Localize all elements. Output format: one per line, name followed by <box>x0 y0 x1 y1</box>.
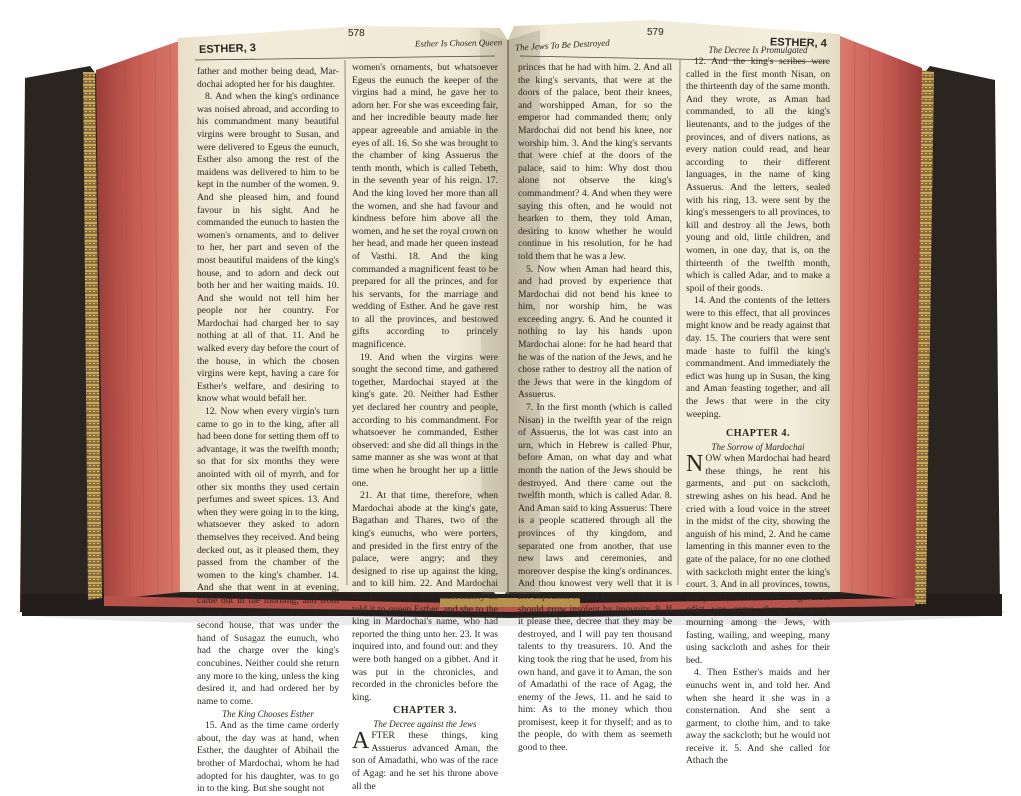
section-subhead: The Sorrow of Mardochai <box>711 442 805 453</box>
verse-block: 12. And the king's scribes were called in the first month Nisan, on the thirteenth day of the same month. And they wrote, as Aman had commanded, to all the king's lieutenants, and to the judges of the provinces, and of divers nations, as every nation could read, and hear according to their different languages, in the name of king Assuerus. And the letters, sealed with his ring, 13. were sent by the king's messengers to all provinces, to kill and destroy all the Jews, both young and old, little children, and women, in one day, that is, on the thirteenth of the twelfth month, which is called Adar, and to make a spoil of their goods. <box>686 56 830 294</box>
verse-block: 19. And when the virgins were sought the second time, and gathered together, Mardochai stayed at the king's gate. 20. Neither had Esther yet declared her country and people, according to his commandment. For whatsoever he commanded, Esther observed: and she did all things in the same manner as she was wont at that time when he brought her up a little one. <box>352 351 498 489</box>
verse-block: 4. Then Esther's maids and her eunuchs went in, and told her. And when she heard it she was in a consternation. And she sent a garment, to clothe him, and to take away the sackcloth; but he would not receive it. 5. And she called for Athach the <box>686 667 830 767</box>
verse-block: 5. Now when Aman had heard this, and had proved by experience that Mardochai did not bend his knee to him, nor worship him, he was exceeding angry. 6. And he counted it nothing to lay his hands upon Mardochai alone: for he had heard that he was of the nation of the Jews, and he chose rather to destroy all the nation of the Jews that were in the kingdom of Assuerus. <box>518 263 672 401</box>
verse-block: 15. And as the time came orderly about, the day was at hand, when Esther, the daughter of Abihail the brother of Mardochai, whom he had adopted for his daughter, was to go in to the king. But she sought not <box>197 720 339 795</box>
left-page-number: 578 <box>348 28 365 39</box>
left-page-column-2 <box>352 62 498 792</box>
left-page-column-1 <box>197 66 339 795</box>
left-running-head: ESTHER, 3 <box>198 42 257 56</box>
verse-block: 21. At that time, therefore, when Mardochai abode at the king's gate, Bagathan and Thares, two of the king's eunuchs, who were porters, and presided in the first entry of the palace, were angry; and they designed to rise up against the king, and to kill him. 22. And Mardochai had notice of it, and immediately he told it to queen Esther, and she to the king in Mardochai's name, who had reported the thing unto her. 23. It was inquired into, and found out: and they were both hanged on a gibbet. And it was put in the chronicles, and recorded in the chronicles before the king. <box>352 490 498 703</box>
section-subhead: The King Chooses Esther <box>222 709 314 720</box>
verse-block: NOW when Mardochai had heard these things, he rent his garments, and put on sackcloth, strewing ashes on his head. And he cried with a loud voice in the street in the midst of the city, showing the anguish of his mind, 2. And he came lamenting in this manner even to the gate of the palace, for no one clothed with sackcloth might enter the king's court. 3. And in all provinces, towns, and places, to which the king's cruel edict was come, there was great mourning among the Jews, with fasting, wailing, and weeping, many using sackcloth and ashes for their bed. <box>686 451 830 666</box>
verse-block: 8. And when the king's ordinance was noised abroad, and according to his commandment many beautiful virgins were brought to Susan, and were delivered to Egeus the eunuch, Esther also among the rest of the maidens was delivered to him to be kept in the number of the women. 9. And she pleased him, and found favour in his sight. And he commanded the eunuch to hasten the women's ornaments, and to deliver to her, her part and seven of the most beautiful maidens of the king's house, and to adorn and deck out both her and her waiting maids. 10. And she would not tell him her people nor her country. For Mardochai had charged her to say nothing at all of that. 11. And he walked every day before the court of the house, in which the chosen virgins were kept, having a care for Esther's welfare, and desiring to know what would befall her. <box>197 91 339 405</box>
verse-block: 12. Now when every virgin's turn came to go in to the king, after all had been done for setting them off to advantage, it was the twelfth month; so that for six months they were anointed with oil of myrrh, and for other six months they used certain perfumes and sweet spices. 13. And when they were going in to the king, whatsoever they asked to adorn themselves they received. And being decked out, as it pleased them, they passed from the chamber of the women to the king's chamber. 14. And she that went in at evening, came out in the morning, and from thence she was conducted to the second house, that was under the hand of Susagaz the eunuch, who had the charge over the king's concubines. Neither could she return any more to the king, unless the king desired it, and had ordered her by name to come. <box>197 406 339 707</box>
right-running-head: ESTHER, 4 <box>769 36 828 50</box>
right-page-column-1 <box>518 62 672 754</box>
right-page-number: 579 <box>647 27 664 38</box>
verse-block: princes that he had with him. 2. And all the king's servants, that were at the doors of the palace, bent their knees, and worshipped Aman, for so the emperor had commanded them; only Mardochai did not bend his knee, nor worship him. 3. And the king's servants that were chief at the doors of the palace, said to him: Why dost thou alone not observe the king's commandment? 4. And when they were saying this often, and he would not hearken to them, they told Aman, desiring to know whether he would continue in his resolution, for he had told them that he was a Jew. <box>518 62 672 262</box>
verse-block: AFTER these things, king Assuerus advanced Aman, the son of Amadathi, who was of the race of Agag: and he set his throne above all the <box>352 728 498 792</box>
verse-block: 14. And the contents of the letters were to this effect, that all provinces might know and be ready against that day. 15. The couriers that were sent made haste to fulfil the king's commandment. And immediately the edict was hung up in Susan, the king and Aman feasting together, and all the Jews that were in the city weeping. <box>686 295 830 420</box>
section-subhead: The Decree Is Promulgated <box>708 45 808 55</box>
right-center-head: The Jews To Be Destroyed <box>514 37 611 53</box>
verse-block: women's ornaments, but whatsoever Egeus the eunuch the keeper of the virgins had a mind, he gave her to adorn her. For she was exceeding fair, and her incredible beauty made her appear agreeable and amiable in the eyes of all. 16. So she was brought to the chamber of king Assuerus the tenth month, which is called Tebeth, in the seventh year of his reign. 17. And the king loved her more than all the women, and she had favour and kindness before him above all the women, and he set the royal crown on her head, and made her queen instead of Vasthi. 18. And the king commanded a magnificent feast to be prepared for all the princes, and for his servants, for the marriage and wedding of Esther. And he gave rest to all the provinces, and bestowed gifts according to princely magnificence. <box>352 62 498 351</box>
verse-block: father and mother being dead, Mar-dochai adopted her for his daughter. <box>197 66 339 90</box>
right-page-column-2 <box>686 44 830 767</box>
section-subhead: The Decree against the Jews <box>373 719 477 730</box>
chapter-heading: CHAPTER 3. <box>393 705 457 717</box>
chapter-heading: CHAPTER 4. <box>726 428 790 440</box>
verse-block: 7. In the first month (which is called Nisan) in the twelfth year of the reign of Assuerus, the lot was cast into an urn, which in Hebrew is called Phur, before Aman, on what day and what month the nation of the Jews should be destroyed. And there came out the twelfth month, which is called Adar. 8. And Aman said to king Assuerus: There is a people scattered through all the provinces of thy kingdom, and separated one from another, that use new laws and ceremonies, and moreover despise the king's ordinances. And thou knowest very well that it is not expedient for thy kingdom that they should grow insolent by impunity. 9. If it please thee, decree that they may be destroyed, and I will pay ten thousand talents to thy treasurers. 10. And the king took the ring that he used, from his own hand, and gave it to Aman, the son of Amadathi of the race of Agag, the enemy of the Jews, 11. and he said to him: As to the money which thou promisest, keep it for thyself; and as to the people, do with them as seemeth good to thee. <box>518 402 672 754</box>
left-center-head: Esther Is Chosen Queen <box>414 37 503 49</box>
